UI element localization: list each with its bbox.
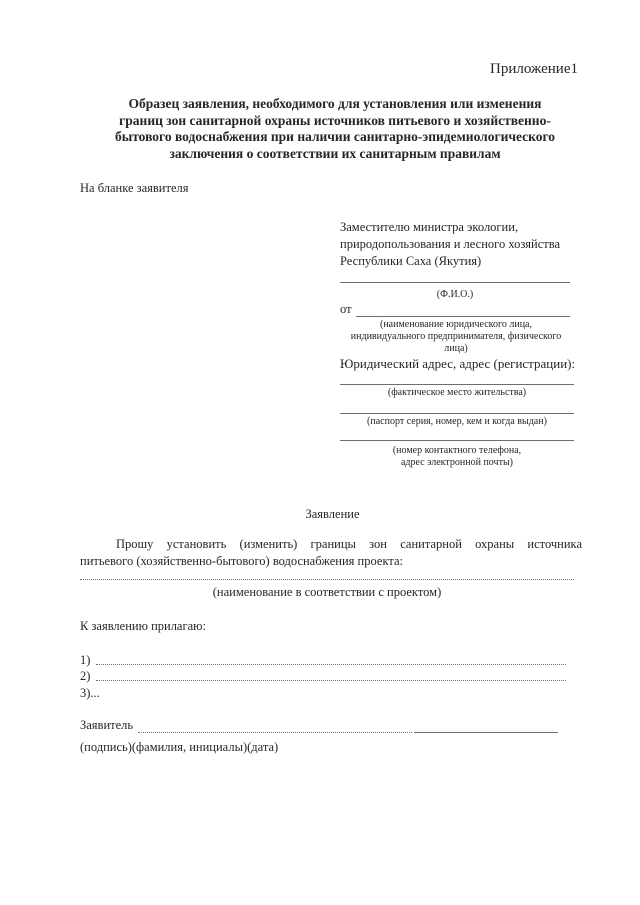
attachment-line	[96, 664, 566, 665]
signature-line	[414, 732, 558, 733]
document-title	[75, 96, 595, 162]
title-line: границ зон санитарной охраны источников питьевого и хозяйственно-	[119, 112, 551, 128]
addressee-line: Заместителю министра экологии,	[340, 220, 519, 234]
signature-caption: (подпись)(фамилия, инициалы)(дата)	[80, 740, 279, 754]
fio-caption: (Ф.И.О.)	[436, 289, 474, 300]
applicant-caption	[338, 319, 574, 355]
appendix-label: Приложение1	[489, 61, 578, 77]
from-line	[356, 316, 570, 317]
body-line: Прошу установить (изменить) границы зон санитарной охраны источника	[116, 537, 582, 551]
addressee-line: природопользования и лесного хозяйства	[340, 237, 561, 251]
addressee-line: Республики Саха (Якутия)	[340, 254, 482, 268]
from-label: от	[340, 302, 352, 316]
attachment-item: 3)...	[80, 686, 100, 700]
project-caption: (наименование в соответствии с проектом)	[212, 585, 442, 599]
title-line: Образец заявления, необходимого для установления или изменения	[128, 96, 542, 111]
addressee-block	[340, 219, 560, 270]
signature-line	[138, 732, 412, 733]
letterhead-note: На бланке заявителя	[80, 181, 189, 195]
attachment-item: 1)	[80, 653, 91, 667]
caption-line: адрес электронной почты)	[400, 457, 513, 468]
statement-heading: Заявление	[305, 507, 360, 521]
applicant-label: Заявитель	[80, 718, 134, 732]
caption-line: (наименование юридического лица,	[379, 319, 532, 330]
contact-caption	[340, 445, 574, 469]
fio-line	[340, 282, 570, 283]
attachment-item: 2)	[80, 669, 91, 683]
attachments-label: К заявлению прилагаю:	[80, 619, 206, 633]
body-line: питьевого (хозяйственно-бытового) водоснабжения проекта:	[80, 554, 403, 568]
statement-body	[80, 536, 582, 570]
passport-line	[340, 413, 574, 414]
residence-caption: (фактическое место жительства)	[387, 387, 527, 398]
caption-line: индивидуального предпринимателя, физического	[350, 331, 562, 342]
attachment-line	[96, 680, 566, 681]
passport-caption: (паспорт серия, номер, кем и когда выдан)	[367, 416, 547, 427]
title-line: бытового водоснабжения при наличии санитарно-эпидемиологического	[114, 129, 556, 144]
caption-line: лица)	[444, 343, 468, 354]
title-line: заключения о соответствии их санитарным правилам	[169, 145, 501, 161]
residence-line	[340, 384, 574, 385]
contact-line	[340, 440, 574, 441]
project-line	[80, 579, 574, 580]
legal-address-label: Юридический адрес, адрес (регистрации):	[340, 356, 576, 371]
caption-line: (номер контактного телефона,	[392, 445, 522, 456]
